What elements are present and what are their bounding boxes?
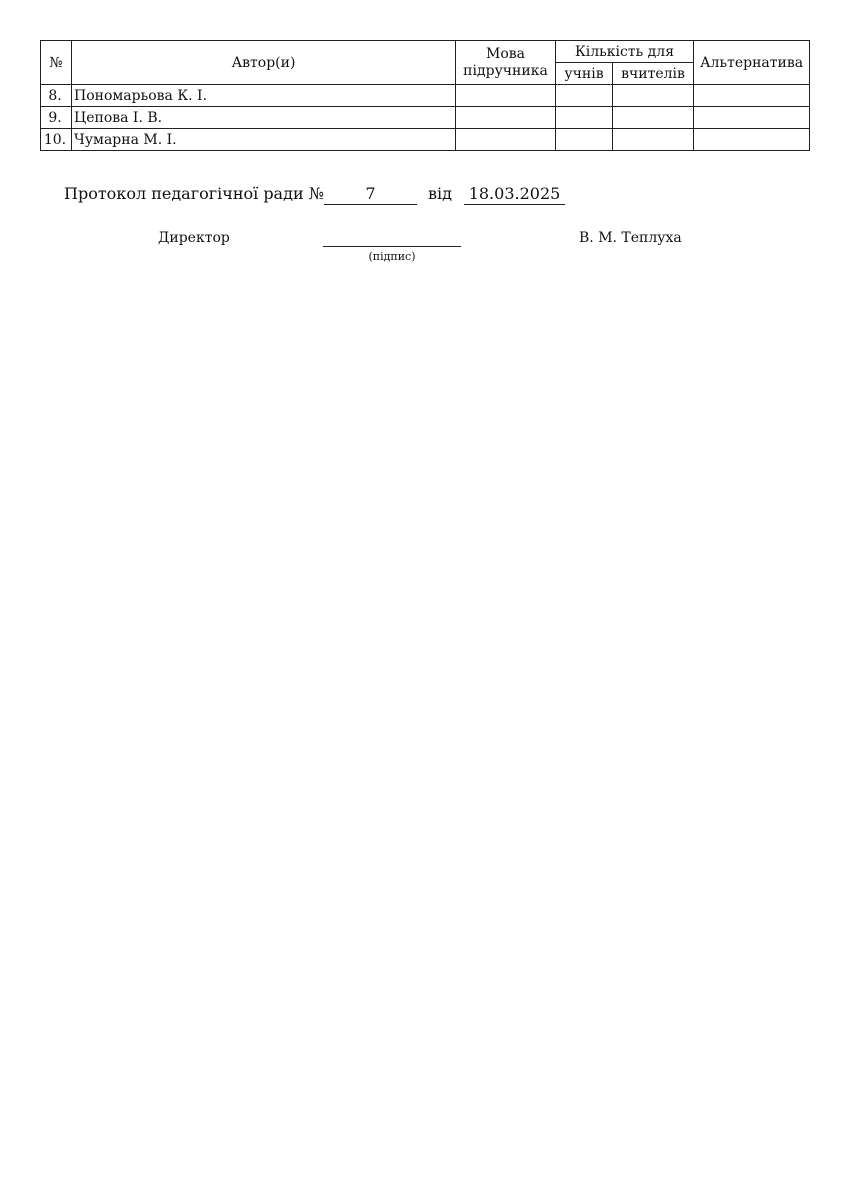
protocol-label: Протокол педагогічної ради №: [64, 184, 324, 203]
protocol-number: 7: [324, 184, 417, 205]
row-alternative: [694, 129, 810, 151]
director-position: Директор: [158, 230, 230, 246]
protocol-date: 18.03.2025: [464, 184, 565, 205]
row-teachers: [613, 107, 694, 129]
table-row: [41, 85, 810, 107]
header-alternative: Альтернатива: [694, 41, 810, 85]
signature-caption: (підпис): [368, 250, 416, 263]
row-language: [456, 107, 556, 129]
row-number: 8.: [41, 85, 72, 107]
header-language-line1: Мова: [486, 45, 525, 62]
header-number: №: [41, 41, 72, 85]
table-row: [41, 129, 810, 151]
header-authors: Автор(и): [72, 41, 456, 85]
row-students: [556, 107, 613, 129]
header-language-line2: підручника: [463, 62, 548, 79]
row-number: 9.: [41, 107, 72, 129]
row-author: Пономарьова К. І.: [72, 85, 456, 107]
header-students: учнів: [556, 63, 613, 85]
row-author: Чумарна М. І.: [72, 129, 456, 151]
protocol-from-label: від: [428, 184, 452, 203]
table-body: [41, 85, 810, 151]
header-quantity-for: Кількість для: [556, 41, 694, 63]
table-row: [41, 107, 810, 129]
table-header: [41, 41, 810, 85]
row-number: 10.: [41, 129, 72, 151]
row-students: [556, 129, 613, 151]
header-teachers: вчителів: [613, 63, 694, 85]
director-name: В. М. Теплуха: [579, 230, 682, 246]
row-alternative: [694, 107, 810, 129]
textbook-table: [40, 40, 810, 151]
row-students: [556, 85, 613, 107]
row-teachers: [613, 85, 694, 107]
header-language: [456, 41, 556, 85]
row-alternative: [694, 85, 810, 107]
signature-line: [323, 246, 461, 247]
row-teachers: [613, 129, 694, 151]
row-author: Цепова І. В.: [72, 107, 456, 129]
row-language: [456, 85, 556, 107]
row-language: [456, 129, 556, 151]
